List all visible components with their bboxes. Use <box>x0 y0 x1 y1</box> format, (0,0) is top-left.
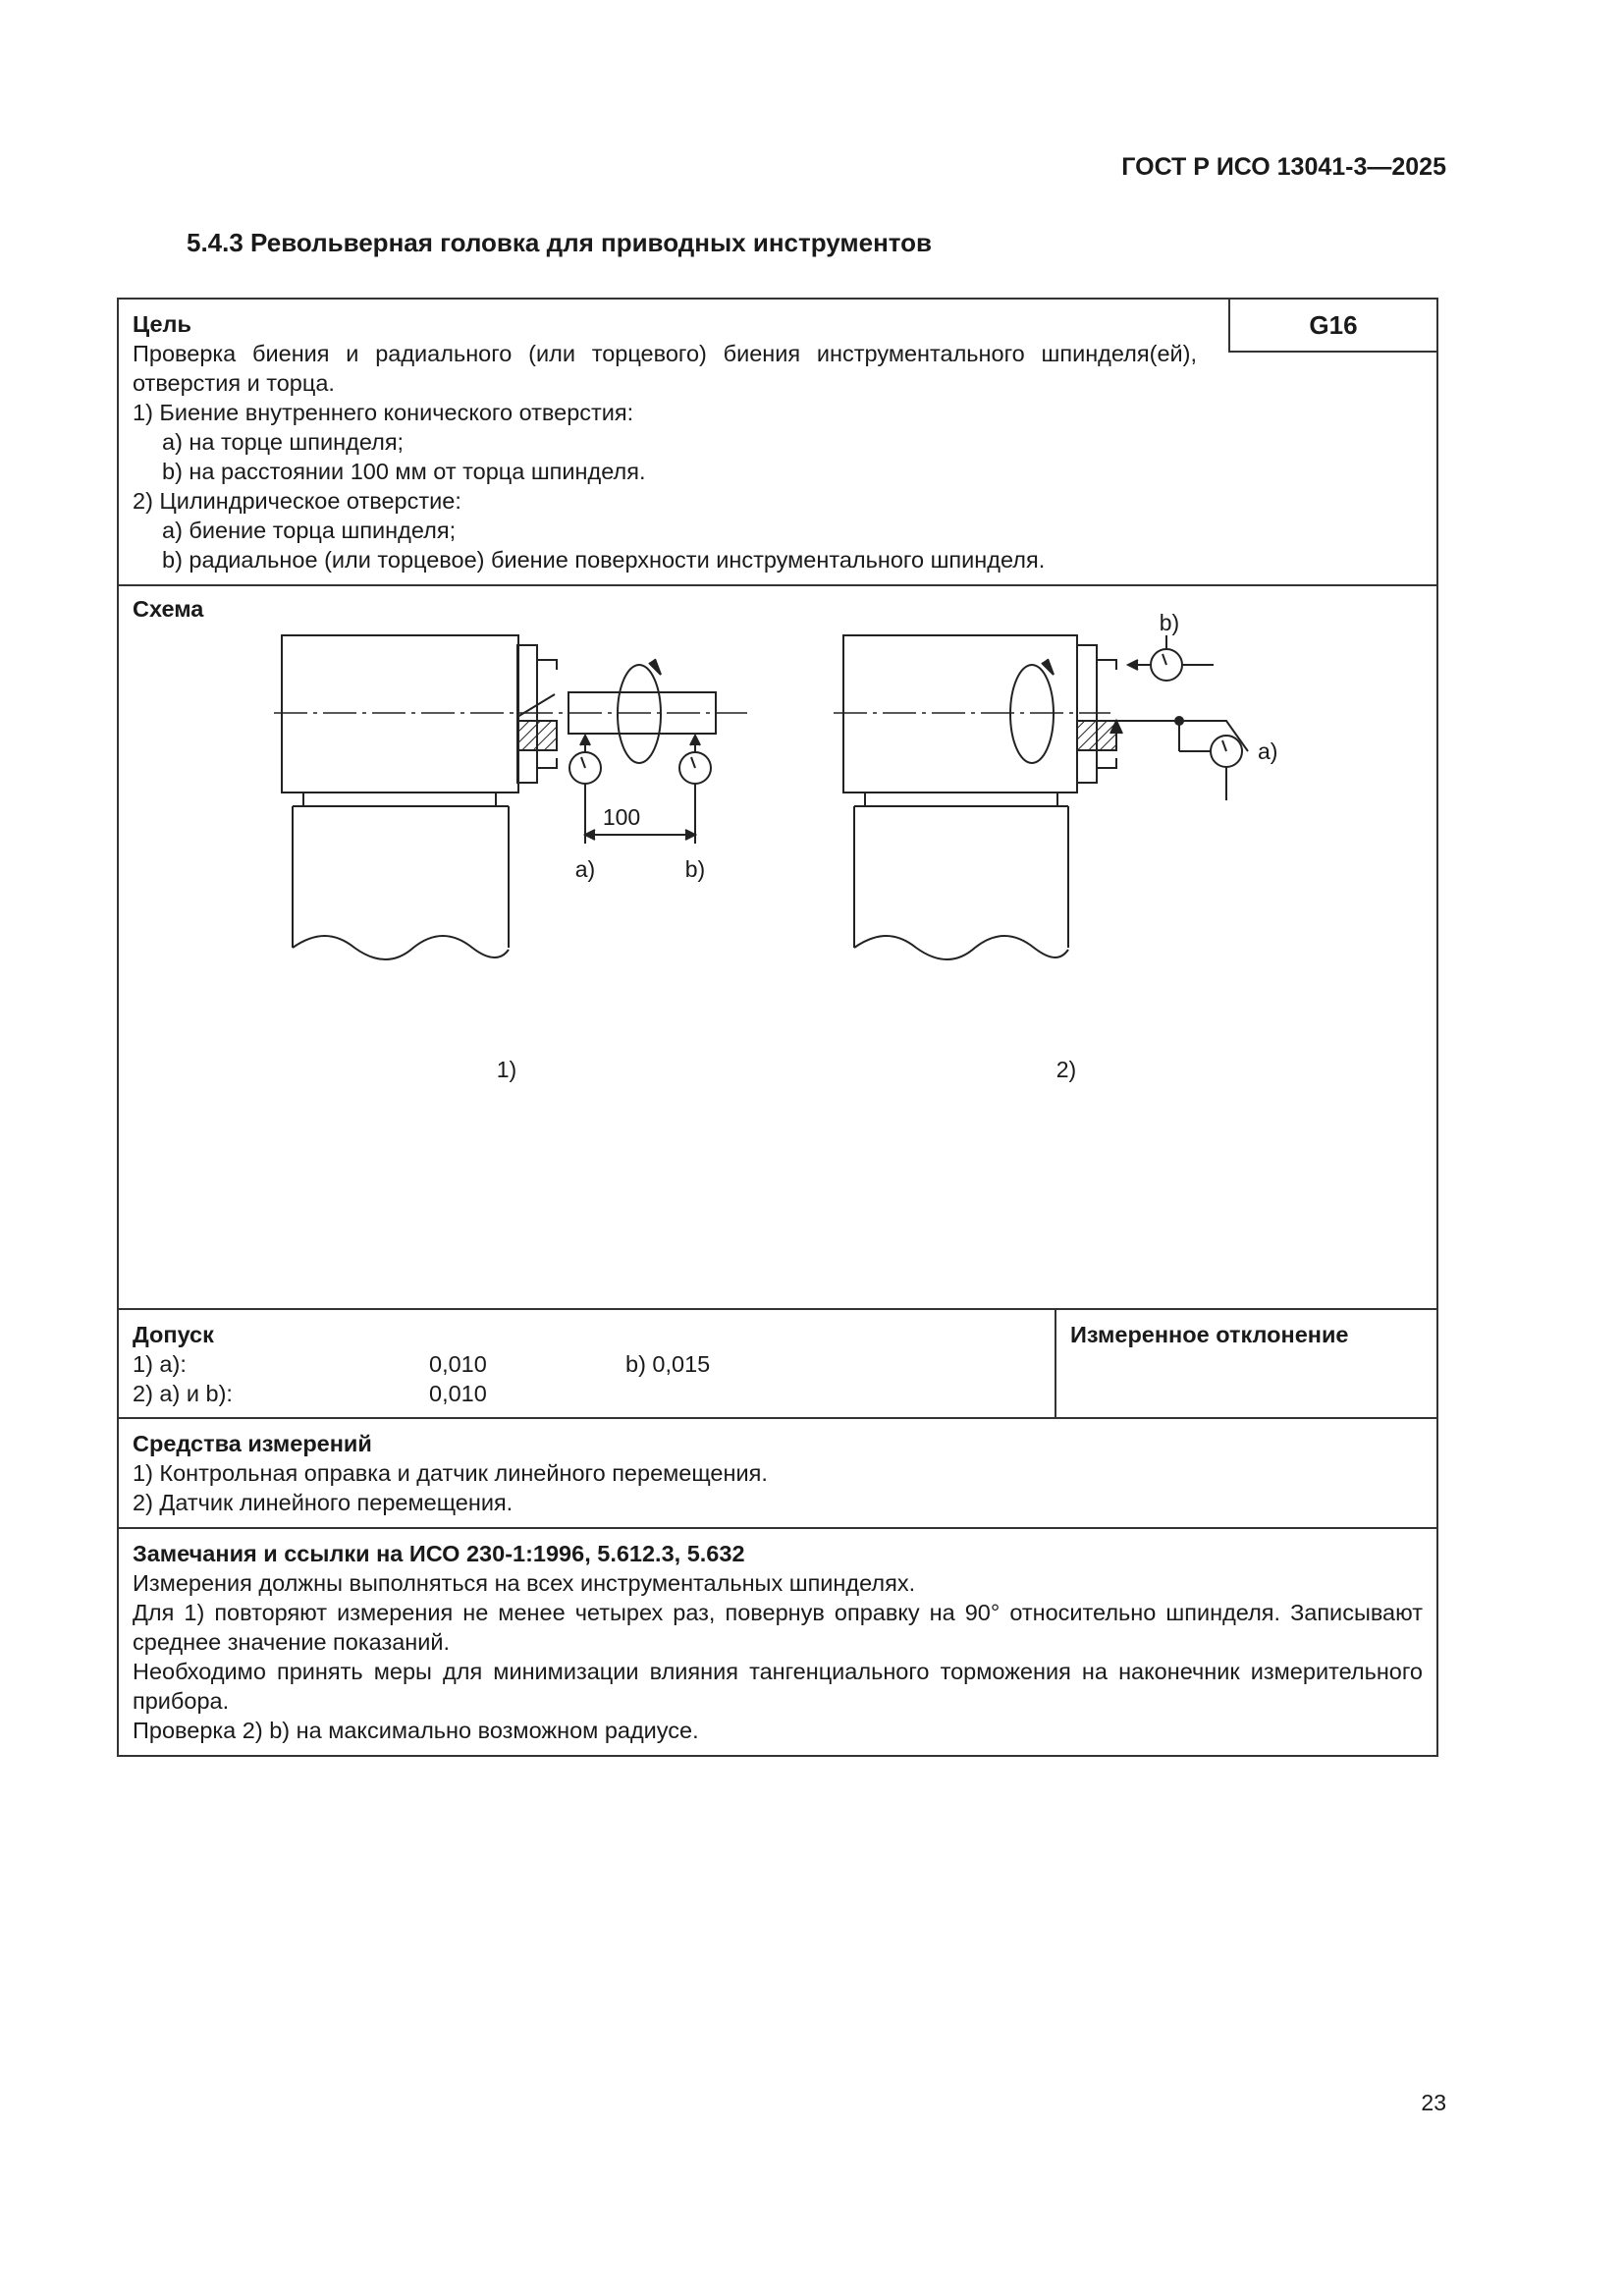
dimension-label: 100 <box>602 804 641 830</box>
instruments-line: 1) Контрольная оправка и датчик линейного перемещения. <box>133 1460 768 1486</box>
tolerance-label: Допуск <box>133 1322 214 1347</box>
spindle-nose-hatch-2 <box>1077 721 1116 750</box>
test-sheet-table <box>117 298 1438 1757</box>
section-title: 5.4.3 Револьверная головка для приводных инструментов <box>187 228 933 257</box>
standard-header: ГОСТ Р ИСО 13041-3—2025 <box>1121 153 1446 181</box>
goal-line: a) биение торца шпинделя; <box>162 518 457 543</box>
spindle-nose-hatch-1 <box>517 721 557 750</box>
goal-line: b) радиальное (или торцевое) биение поверхности инструментального шпинделя. <box>162 547 1046 573</box>
turret-body-2 <box>843 635 1077 793</box>
test-code: G16 <box>1228 300 1436 353</box>
measured-deviation-label: Измеренное отклонение <box>1070 1322 1349 1347</box>
page-number: 23 <box>1421 2090 1446 2115</box>
measured-deviation-cell <box>1056 1310 1436 1417</box>
tolerance-row1-label: 1) a): <box>133 1351 187 1377</box>
notes-label: Замечания и ссылки на ИСО 230-1:1996, 5.612.3, 5.632 <box>133 1541 745 1566</box>
schema-row <box>119 586 1436 1310</box>
tolerance-cell <box>119 1310 1056 1417</box>
goal-line: 1) Биение внутреннего конического отверстия: <box>133 400 634 425</box>
goal-line: a) на торце шпинделя; <box>162 429 405 455</box>
notes-line: Проверка 2) b) на максимально возможном радиусе. <box>133 1718 699 1743</box>
fig2-label-b: b) <box>1159 610 1180 635</box>
schema-drawing <box>119 586 1436 1310</box>
notes-row <box>119 1529 1436 1755</box>
instruments-line: 2) Датчик линейного перемещения. <box>133 1490 514 1515</box>
notes-line: Измерения должны выполняться на всех инструментальных шпинделях. <box>133 1570 916 1596</box>
fig1-label-a: a) <box>574 856 596 882</box>
fig2-caption: 2) <box>1055 1057 1077 1082</box>
instruments-row <box>119 1419 1436 1529</box>
goal-row <box>119 300 1436 586</box>
fig1-label-b: b) <box>684 856 706 882</box>
tolerance-row <box>119 1310 1436 1419</box>
notes-line: Необходимо принять меры для минимизации влияния тангенциального торможения на наконечник измерительного прибора. <box>133 1659 1423 1714</box>
figure-2-drawing <box>834 635 1248 959</box>
goal-line: b) на расстоянии 100 мм от торца шпинделя. <box>162 459 646 484</box>
tolerance-row2-value: 0,010 <box>429 1381 487 1406</box>
goal-line: Проверка биения и радиального (или торцевого) биения инструментального шпинделя(ей), отверстия и торца. <box>133 341 1197 396</box>
instruments-label: Средства измерений <box>133 1431 372 1456</box>
schema-label: Схема <box>133 596 204 622</box>
turret-body-1 <box>282 635 518 793</box>
fig1-caption: 1) <box>496 1057 517 1082</box>
fig2-label-a: a) <box>1258 738 1278 764</box>
figure-1-drawing <box>274 635 747 959</box>
tolerance-row2-label: 2) a) и b): <box>133 1381 233 1406</box>
goal-line: 2) Цилиндрическое отверстие: <box>133 488 461 514</box>
tolerance-row1-extra: b) 0,015 <box>625 1351 711 1377</box>
notes-line: Для 1) повторяют измерения не менее четырех раз, повернув оправку на 90° относительно шпинделя. Записывают среднее значение показаний. <box>133 1600 1423 1655</box>
tolerance-row1-value: 0,010 <box>429 1351 487 1377</box>
goal-label: Цель <box>133 311 191 337</box>
